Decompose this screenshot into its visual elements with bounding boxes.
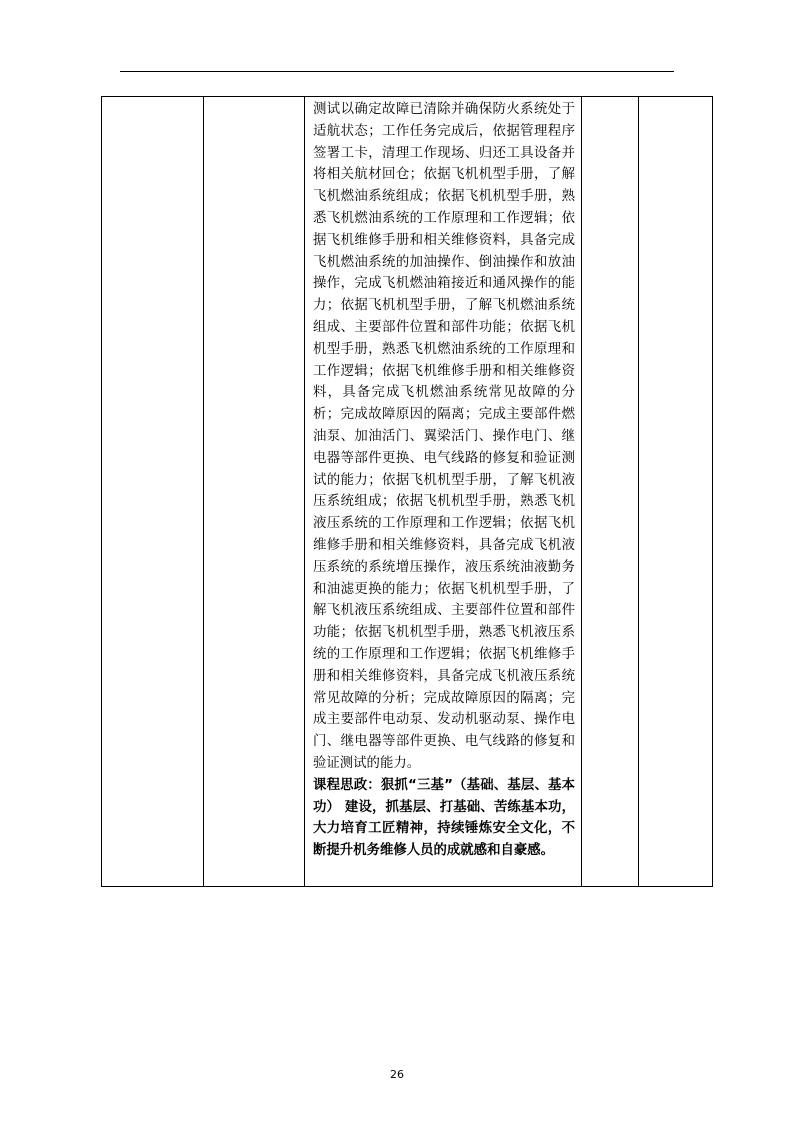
course-content-table [101, 96, 713, 887]
table-cell-col1 [102, 97, 204, 887]
ideology-text: 课程思政：狠抓“三基”（基础、基层、基本功） 建设，抓基层、打基础、苦练基本功，大力培育工匠精神，持续锤炼安全文化，不断提升机务维修人员的成就感和自豪感。 [313, 777, 575, 859]
table-cell-col5 [639, 97, 713, 887]
page-number: 26 [390, 1068, 404, 1081]
table-row [102, 97, 713, 887]
table-cell-content [305, 97, 582, 887]
table-cell-col2 [204, 97, 305, 887]
header-rule [120, 71, 674, 72]
content-text: 测试以确定故障已清除并确保防火系统处于适航状态；工作任务完成后，依据管理程序签署工卡，清理工作现场、归还工具设备并将相关航材回仓；依据飞机机型手册，了解飞机燃油系统组成；依据飞机机型手册，熟悉飞机燃油系统的工作原理和工作逻辑；依据飞机维修手册和相关维修资料，具备完成飞机燃油系统的加油操作、倒油操作和放油操作，完成飞机燃油箱接近和通风操作的能力；依据飞机机型手册，了解飞机燃油系统组成、主要部件位置和部件功能；依据飞机机型手册，熟悉飞机燃油系统的工作原理和工作逻辑；依据飞机维修手册和相关维修资料，具备完成飞机燃油系统常见故障的分析；完成故障原因的隔离；完成主要部件燃油泵、加油活门、翼梁活门、操作电门、继电器等部件更换、电气线路的修复和验证测试的能力；依据飞机机型手册，了解飞机液压系统组成；依据飞机机型手册，熟悉飞机液压系统的工作原理和工作逻辑；依据飞机维修手册和相关维修资料，具备完成飞机液压系统的系统增压操作，液压系统油液勤务和油滤更换的能力；依据飞机机型手册，了解飞机液压系统组成、主要部件位置和部件功能；依据飞机机型手册，熟悉飞机液压系统的工作原理和工作逻辑；依据飞机维修手册和相关维修资料，具备完成飞机液压系统常见故障的分析；完成故障原因的隔离；完成主要部件电动泵、发动机驱动泵、操作电门、继电器等部件更换、电气线路的修复和验证测试的能力。 [313, 102, 575, 771]
table-cell-col4 [582, 97, 639, 887]
